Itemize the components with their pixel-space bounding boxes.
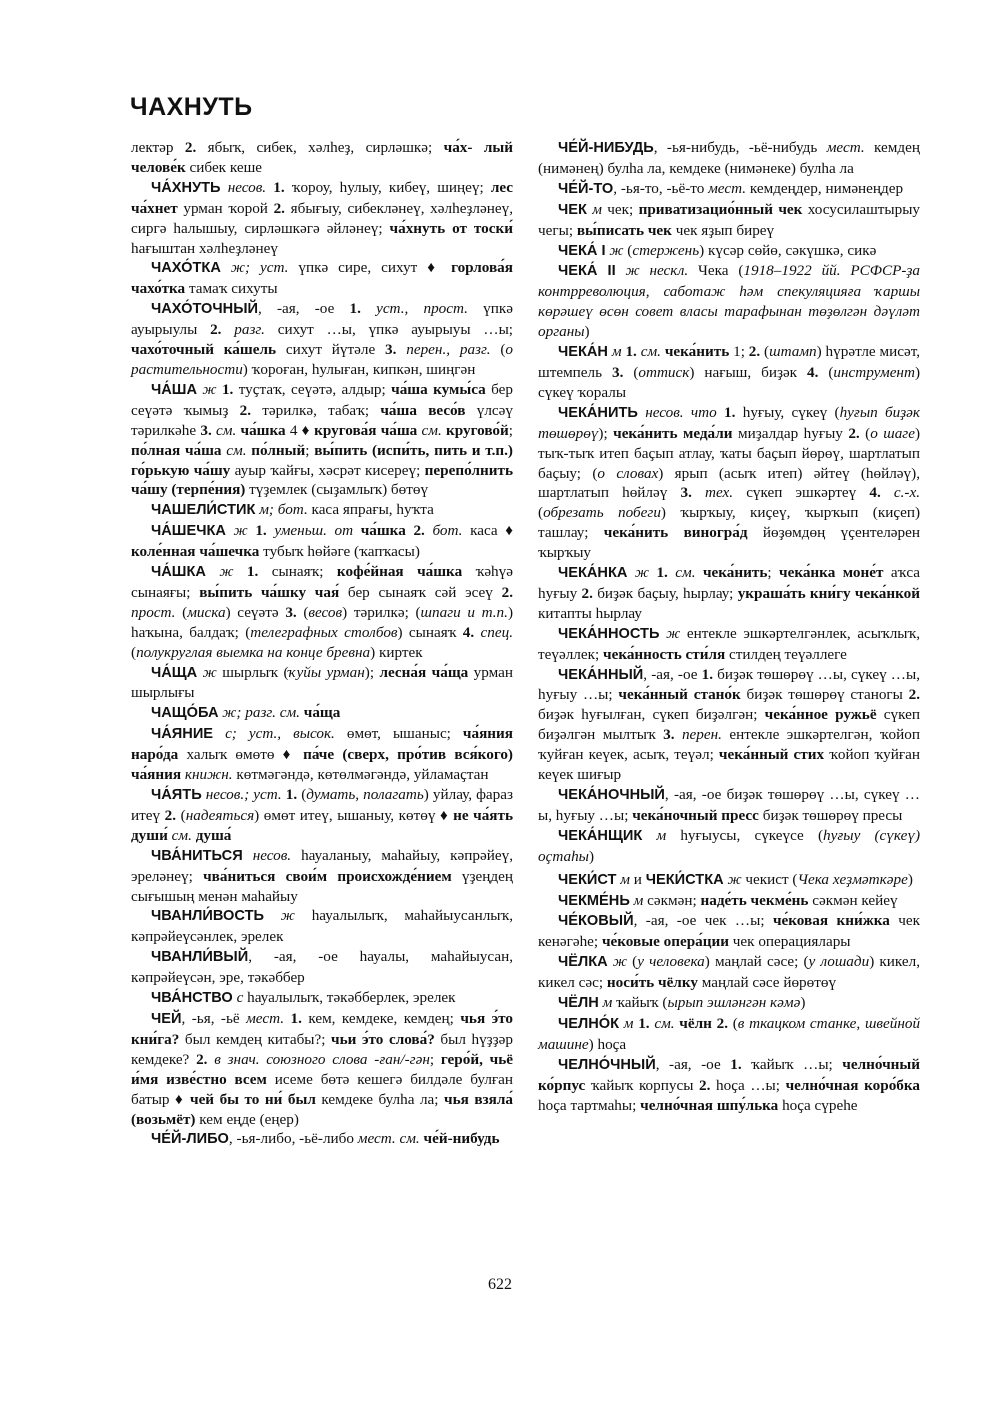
- dictionary-entry: ЧЕКА́НКА ж 1. см. чека́нить; чека́нка моне́т аҡса һуғыу 2. биҙәк баҫыу, һырлау; украша́ть кни́гу чека́нкой китапты һырлау: [538, 564, 920, 622]
- page-number: 622: [488, 1276, 512, 1293]
- dictionary-entry: ЧЕКА́ I ж (стержень) күсәр сөйө, сәкүшкә, сикә: [558, 241, 877, 259]
- dictionary-entry: ЧАЩО́БА ж; разг. см. ча́ща: [151, 704, 341, 722]
- headword: ЧЕ́КОВЫЙ: [558, 913, 634, 930]
- headword: ЧА́ЯТЬ: [151, 787, 202, 803]
- dictionary-entry: ЧАШЕЛИ́СТИК м; бот. каса япрағы, һуҡта: [151, 501, 434, 519]
- dictionary-entry: ЧАХО́ТОЧНЫЙ, -ая, -ое 1. уст., прост. үпкә ауырыулы 2. разг. сихут …ы, үпкә ауырыуы …ы; чахо́точный ка́шель сихут йүтәле 3. перен., разг. (о растительности) ҡороған, һулыған, кипкән, шиңгән: [131, 300, 513, 378]
- dictionary-entry: ЧВАНЛИ́ВОСТЬ ж һауалылыҡ, маһайыусанлыҡ, кәпрәйеүсәнлек, эрелек: [131, 907, 513, 946]
- headword: ЧЕКМЕ́НЬ: [558, 892, 630, 909]
- dictionary-entry: ЧАХО́ТКА ж; уст. үпкә сире, сихут ♦ горлова́я чахо́тка тамаҡ сихуты: [131, 259, 513, 298]
- headword: ЧЕКА́ННЫЙ: [558, 666, 644, 683]
- left-column: [131, 138, 513, 1150]
- headword: ЧАШЕЛИ́СТИК: [151, 502, 256, 519]
- dictionary-entry: ЧА́ШЕЧКА ж 1. уменьш. от ча́шка 2. бот. каса ♦ коле́нная ча́шечка тубыҡ һөйәге (ҡапҡасы): [131, 522, 514, 561]
- dictionary-entry: ЧВАНЛИ́ВЫЙ, -ая, -ое һауалы, маһайыусан, кәпрәйеүсән, эре, тәкәббер: [131, 948, 513, 987]
- dictionary-entry: ЧЕК м чек; приватизацио́нный чек хосусилаштырыу чегы; вы́писать чек чек яҙып биреү: [538, 200, 920, 239]
- dictionary-entry: ЧЕ́Й-ТО, -ья-то, -ьё-то мест. кемдеңдер, нимәнеңдер: [558, 179, 904, 197]
- headword: ЧЕКА́НОЧНЫЙ: [558, 787, 665, 803]
- headword: ЧА́ХНУТЬ: [151, 179, 221, 196]
- headword: ЧЁЛКА: [558, 954, 608, 971]
- headword: ЧАХО́ТОЧНЫЙ: [151, 301, 258, 318]
- headword: ЧАЩО́БА: [151, 705, 219, 722]
- headword: ЧЕКА́НКА: [558, 565, 628, 582]
- dictionary-entry: ЧВА́НИТЬСЯ несов. һауаланыу, маһайыу, кәпрәйеү, эреләнеү; чва́ниться свои́м происхожде́нием үҙеңдең сығышың менән маһайыу: [131, 846, 514, 905]
- headword: ЧЕЛНО́К: [558, 1015, 620, 1032]
- dictionary-entry: ЧЕКМЕ́НЬ м сәкмән; наде́ть чекме́нь сәкмән кейеү: [558, 891, 898, 909]
- dictionary-entry: ЧЕКА́ННЫЙ, -ая, -ое 1. биҙәк төшөрөү …ы, сүкеү …ы, һуғыу …ы; чека́нный стано́к биҙәк төшөрөү станогы 2. биҙәк һуғылған, сүкеп биҙәлгән; чека́нное ружьё сүкеп биҙәлгән мылтыҡ 3. перен. ентекле эшкәртелгән, ҡойоп ҡуйған кеүек, асыҡ, теүәл; чека́нный стих ҡойоп ҡуйған кеүек шиғыр: [538, 665, 921, 784]
- headword: ЧА́ЩА: [151, 664, 198, 681]
- headword: ЧЕЛНО́ЧНЫЙ: [558, 1056, 656, 1073]
- dictionary-entry: ЧЕКА́НОЧНЫЙ, -ая, -ое биҙәк төшөрөү …ы, сүкеү …ы, һуғыу …ы; чека́ночный пресс биҙәк төшөрөү пресы: [538, 786, 920, 824]
- dictionary-entry: ЧЕЛНО́ЧНЫЙ, -ая, -ое 1. ҡайыҡ …ы; челно́чный ко́рпус ҡайыҡ корпусы 2. һоҫа …ы; челно́чная коро́бка һоҫа тартмаһы; челно́чная шпу́лька һоҫа сүреһе: [538, 1055, 921, 1114]
- dictionary-entry: ЧА́ЯТЬ несов.; уст. 1. (думать, полагать) уйлау, фараз итеү 2. (надеяться) өмөт итеү, ышаныу, көтөү ♦ не ча́ять души́ см. душа́: [131, 786, 514, 844]
- headword: ЧЕКИ́СТ: [558, 871, 617, 888]
- dictionary-entry: лектәр 2. ябыҡ, сибек, хәлһеҙ, сирләшкә; ча́х- лый челове́к сибек кеше: [131, 139, 513, 176]
- dictionary-entry: ЧЕЛНО́К м 1. см. чёлн 2. (в ткацком станке, швейной машине) һоҫа: [538, 1014, 921, 1053]
- headword: ЧВА́НСТВО: [151, 990, 233, 1007]
- dictionary-entry: ЧЕКА́НЩИК м һуғыусы, сүкеүсе (һуғыу (сүкеү) оҫтаһы): [538, 826, 921, 865]
- dictionary-entry: ЧЁЛН м ҡайыҡ (ырып эшләнгән кәмә): [558, 994, 806, 1012]
- headword: ЧЕКА́ I: [558, 242, 606, 259]
- dictionary-entry: ЧА́ЩА ж шырлыҡ (ҡуйы урман); лесна́я ча́ща урман шырлығы: [131, 663, 514, 702]
- dictionary-entry: ЧЕКА́НИТЬ несов. что 1. һуғыу, сүкеү (һуғып биҙәк төшөрөү); чека́нить меда́ли миҙалдар һуғыу 2. (о шаге) тыҡ-тыҡ итеп баҫып атлау, ҡаты баҫып йөрөү, шартлатып баҫыу; (о словах) ярып (асыҡ итеп) әйтеү (һөйләү), шартлатып һөйләү 3. тех. сүкеп эшкәртеү 4. с.-х. (обрезать побеги) ҡырҡыу, киҫеү, ҡырҡып (киҫеп) ташлау; чека́нить виногра́д йөҙөмдөң үҫентеләрен ҡырҡыу: [538, 403, 921, 562]
- headword: ЧЕКА́НЩИК: [558, 827, 643, 844]
- dictionary-entry: ЧВА́НСТВО с һауалылыҡ, тәкәбберлек, эрелек: [151, 989, 456, 1007]
- headword: ЧАХО́ТКА: [151, 260, 221, 277]
- dictionary-entry: ЧЕКА́ II ж нескл. Чека (1918–1922 йй. РСФСР-ҙа контрреволюция, саботаж һәм спекуляцияға ҡаршы көрәшеү өсөн совет власы тарафынан төҙөлгән дәүләт органы): [538, 262, 920, 341]
- dictionary-entry: ЧЕ́Й-ЛИБО, -ья-либо, -ьё-либо мест. см. че́й-нибудь: [151, 1130, 500, 1148]
- dictionary-entry: ЧА́ШКА ж 1. сынаяҡ; кофе́йная ча́шка ҡәһүә сынаяғы; вы́пить ча́шку чая́ бер сынаяҡ сәй эсеү 2. прост. (миска) сеүәтә 3. (весов) тәрилкә; (шпаги и т.п.) һаҡына, балдаҡ; (телеграфных столбов) сынаяҡ 4. спец. (полукруглая выемка на конце бревна) киртек: [131, 563, 514, 661]
- dictionary-entry: ЧЁЛКА ж (у человека) маңлай сәсе; (у лошади) кикел, кикел сәс; носи́ть чёлку маңлай сәсе йөрөтөү: [538, 953, 921, 992]
- headword: ЧА́ША: [151, 381, 197, 398]
- headword: ЧВАНЛИ́ВОСТЬ: [151, 908, 264, 925]
- dictionary-entry: ЧА́ХНУТЬ несов. 1. ҡороу, һулыу, кибеү, шиңеү; лес ча́хнет урман ҡорой 2. ябығыу, сибекләнеү, хәлһеҙләнеү, сиргә һалышыу, сирләшкәгә әйләнеү; ча́хнуть от тоски́ һағыштан хәлһеҙләнеү: [131, 178, 514, 257]
- headword: ЧЕЙ: [151, 1010, 182, 1027]
- dictionary-entry: ЧА́ЯНИЕ с; уст., высок. өмөт, ышаныс; ча́яния наро́да халыҡ өмөтө ♦ па́че (сверх, про́тив вся́кого) ча́яния книжн. көтмәгәндә, көтөлмәгәндә, уйламаҫтан: [131, 725, 514, 784]
- headword: ЧА́ШКА: [151, 564, 206, 581]
- headword: ЧЕ́Й-НИБУДЬ: [558, 140, 654, 156]
- headword: ЧВА́НИТЬСЯ: [151, 847, 243, 864]
- headword: ЧА́ЯНИЕ: [151, 726, 214, 743]
- headword: ЧЕ́Й-ТО: [558, 180, 614, 197]
- dictionary-entry: ЧЕКИ́СТ м и ЧЕКИ́СТКА ж чекист (Чека хеҙмәткәре): [558, 870, 913, 888]
- dictionary-entry: ЧЕ́КОВЫЙ, -ая, -ое чек …ы; че́ковая кни́жка чек кенәгәһе; че́ковые опера́ции чек операциялары: [538, 912, 920, 951]
- headword: ЧЕКА́ННОСТЬ: [558, 625, 660, 642]
- dictionary-entry: ЧЕКА́ННОСТЬ ж ентекле эшкәртелгәнлек, асыҡлыҡ, теүәллек; чека́нность сти́ля стилдең теүәллеге: [538, 624, 920, 663]
- dictionary-entry: ЧЕКА́Н м 1. см. чека́нить 1; 2. (штамп) һүрәтле мисәт, штемпель 3. (оттиск) нағыш, биҙәк 4. (инструмент) сүкеү ҡоралы: [538, 343, 921, 401]
- running-head: ЧАХНУТЬ: [130, 93, 253, 121]
- headword: ЧЕКА́ II: [558, 263, 616, 280]
- dictionary-entry: ЧА́ША ж 1. туҫтаҡ, сеүәтә, алдыр; ча́ша кумы́са бер сеүәтә ҡымыҙ 2. тәрилкә, табаҡ; ча́ша весо́в үлсәү тәрилкәһе 3. см. ча́шка 4 ♦ кругова́я ча́ша см. кругово́й; по́лная ча́ша см. по́лный; вы́пить (испи́ть, пить и т.п.) го́рькую ча́шу ауыр ҡайғы, хәсрәт кисереү; перепо́лнить ча́шу (терпе́ния) түҙемлек (сыҙамлыҡ) бөтөү: [131, 380, 514, 499]
- headword: ЧА́ШЕЧКА: [151, 523, 226, 540]
- right-column: [538, 138, 920, 1116]
- dictionary-entry: ЧЕЙ, -ья, -ьё мест. 1. кем, кемдеке, кемдең; чья э́то кни́га? был кемдең китабы?; чьи э́то слова́? был һүҙҙәр кемдеке? 2. в знач. союзного слова -ған/-гән; геро́й, чьё и́мя изве́стно всем исеме бөтә кешегә билдәле булған батыр ♦ чей бы то ни́ был кемдеке булһа ла; чья взяла́ (возьмёт) кем еңде (еңер): [131, 1009, 514, 1128]
- headword: ЧЕКА́НИТЬ: [558, 404, 638, 421]
- dictionary-entry: ЧЕ́Й-НИБУДЬ, -ья-нибудь, -ьё-нибудь мест. кемдең (нимәнең) булһа ла, кемдеке (нимәнеке) булһа ла: [538, 139, 921, 177]
- headword: ЧЁЛН: [558, 995, 599, 1012]
- headword: ЧВАНЛИ́ВЫЙ: [151, 949, 249, 966]
- headword: ЧЕ́Й-ЛИБО: [151, 1131, 229, 1148]
- headword: ЧЕК: [558, 201, 587, 218]
- headword: ЧЕКИ́СТКА: [645, 871, 724, 888]
- headword: ЧЕКА́Н: [558, 344, 608, 361]
